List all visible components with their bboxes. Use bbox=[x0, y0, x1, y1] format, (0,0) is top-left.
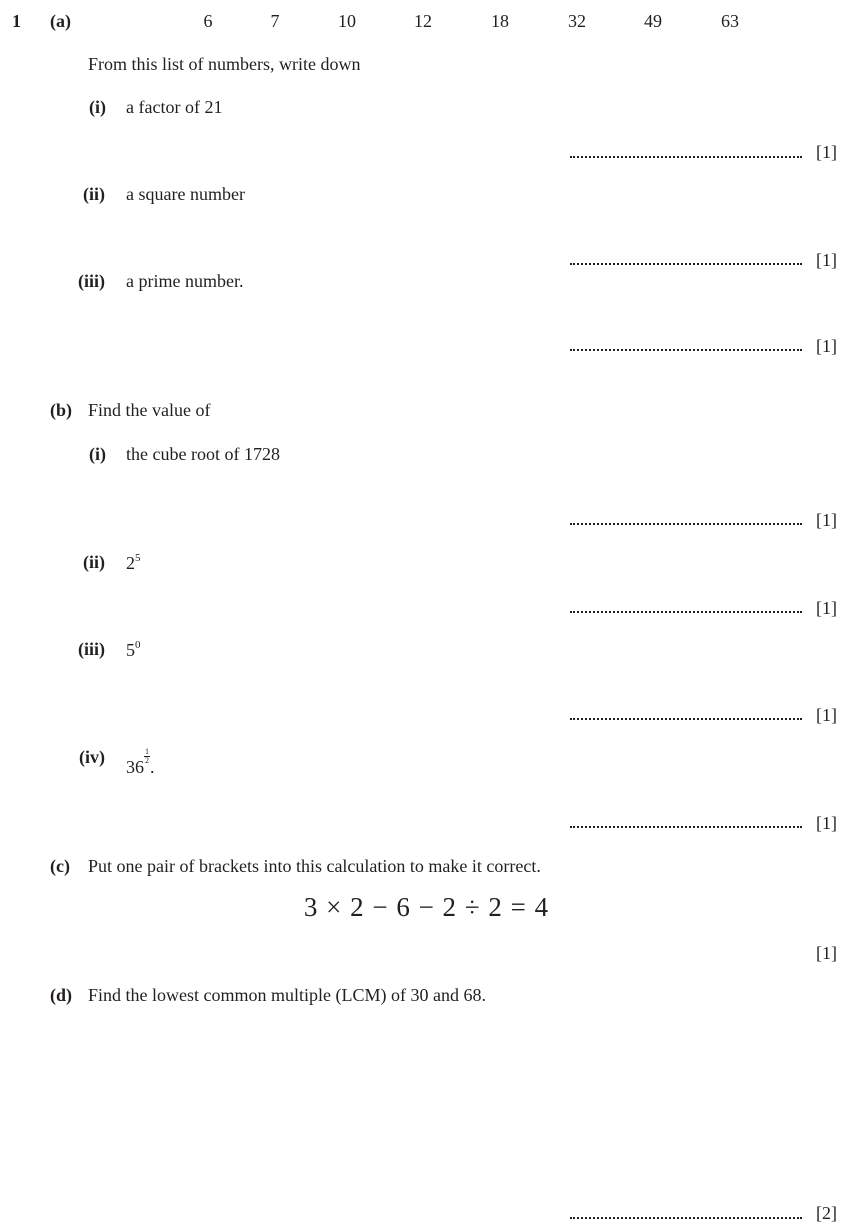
power-expression bbox=[126, 553, 141, 572]
part-b-label: (b) bbox=[50, 400, 72, 420]
subpart-label: (iii) bbox=[78, 271, 105, 291]
mark-allocation: [1] bbox=[816, 336, 837, 356]
subpart-text: a square number bbox=[126, 184, 245, 204]
fraction-numerator: 1 bbox=[145, 747, 149, 756]
power-base: 5 bbox=[126, 640, 135, 660]
power-base: 2 bbox=[126, 553, 135, 573]
answer-line[interactable] bbox=[570, 611, 802, 613]
part-d-label: (d) bbox=[50, 985, 72, 1005]
mark-allocation: [1] bbox=[816, 142, 837, 162]
mark-allocation: [1] bbox=[816, 510, 837, 530]
number-list-item: 63 bbox=[721, 11, 739, 31]
power-base: 36 bbox=[126, 757, 144, 777]
answer-line[interactable] bbox=[570, 826, 802, 828]
subpart-label: (i) bbox=[89, 97, 106, 117]
number-list-item: 6 bbox=[203, 11, 213, 31]
mark-allocation: [2] bbox=[816, 1203, 837, 1223]
part-a-instruction: From this list of numbers, write down bbox=[88, 54, 361, 74]
mark-allocation: [1] bbox=[816, 250, 837, 270]
mark-allocation: [1] bbox=[816, 705, 837, 725]
answer-line[interactable] bbox=[570, 718, 802, 720]
number-list-item: 49 bbox=[644, 11, 662, 31]
question-number: 1 bbox=[12, 11, 21, 31]
subpart-label: (ii) bbox=[83, 184, 105, 204]
part-a-label: (a) bbox=[50, 11, 71, 31]
mark-allocation: [1] bbox=[816, 943, 837, 963]
subpart-label: (iv) bbox=[79, 747, 105, 767]
number-list-item: 10 bbox=[338, 11, 356, 31]
subpart-label: (ii) bbox=[83, 552, 105, 572]
part-c-label: (c) bbox=[50, 856, 70, 876]
answer-line[interactable] bbox=[570, 523, 802, 525]
part-d-instruction: Find the lowest common multiple (LCM) of 30 and 68. bbox=[88, 985, 486, 1005]
number-list-item: 7 bbox=[270, 11, 280, 31]
subpart-label: (iii) bbox=[78, 639, 105, 659]
subpart-text: a factor of 21 bbox=[126, 97, 223, 117]
subpart-label: (i) bbox=[89, 444, 106, 464]
power-exponent: 5 bbox=[135, 552, 141, 564]
power-expression bbox=[126, 748, 155, 776]
subpart-text: the cube root of 1728 bbox=[126, 444, 280, 464]
mark-allocation: [1] bbox=[816, 813, 837, 833]
subpart-text: a prime number. bbox=[126, 271, 244, 291]
fraction-denominator: 2 bbox=[145, 756, 149, 765]
power-expression bbox=[126, 640, 141, 659]
part-b-instruction: Find the value of bbox=[88, 400, 211, 420]
calculation-equation: 3 × 2 − 6 − 2 ÷ 2 = 4 bbox=[303, 892, 550, 922]
expression-tail: . bbox=[150, 757, 155, 777]
power-exponent: 0 bbox=[135, 639, 141, 651]
part-c-instruction: Put one pair of brackets into this calculation to make it correct. bbox=[88, 856, 541, 876]
number-list-item: 32 bbox=[568, 11, 586, 31]
answer-line[interactable] bbox=[570, 349, 802, 351]
number-list-item: 12 bbox=[414, 11, 432, 31]
answer-line[interactable] bbox=[570, 263, 802, 265]
answer-line[interactable] bbox=[570, 156, 802, 158]
answer-line[interactable] bbox=[570, 1217, 802, 1219]
mark-allocation: [1] bbox=[816, 598, 837, 618]
number-list-item: 18 bbox=[491, 11, 509, 31]
